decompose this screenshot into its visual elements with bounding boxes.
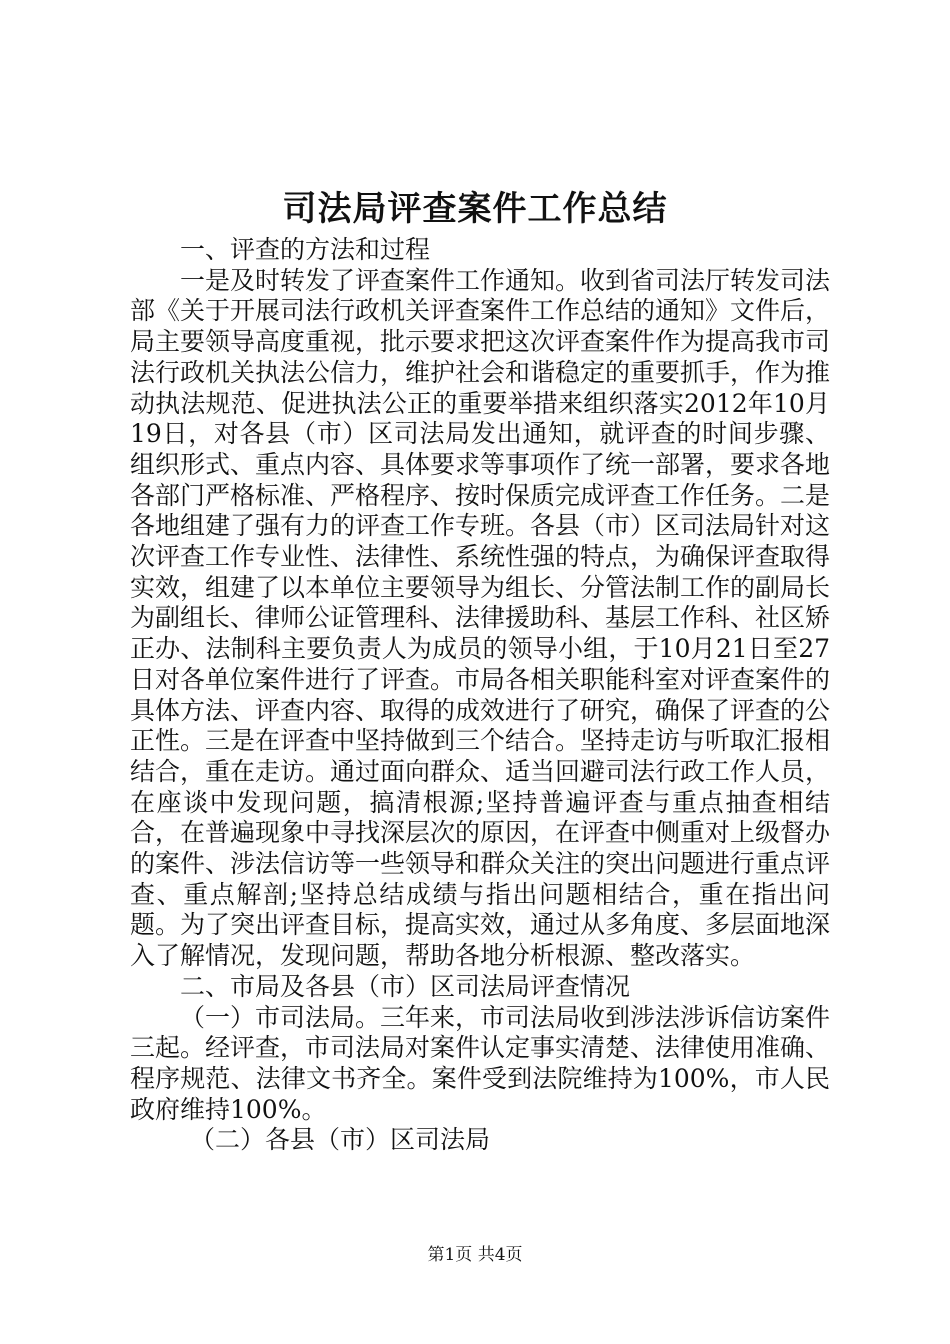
document-title: 司法局评查案件工作总结: [282, 189, 668, 229]
body-paragraph-2: （一）市司法局。三年来，市司法局收到涉法涉诉信访案件三起。经评查，市司法局对案件认定事实清楚、法律使用准确、程序规范、法律文书齐全。案件受到法院维持为100%，市人民政府维持100%。: [130, 1002, 831, 1124]
section-heading-1: 一、评查的方法和过程: [180, 235, 431, 264]
body-paragraph-1: 一是及时转发了评查案件工作通知。收到省司法厅转发司法部《关于开展司法行政机关评查案件工作总结的通知》文件后，局主要领导高度重视，批示要求把这次评查案件作为提高我市司法行政机关执法公信力，维护社会和谐稳定的重要抓手，作为推动执法规范、促进执法公正的重要举措来组织落实2012年10月19日，对各县（市）区司法局发出通知，就评查的时间步骤、组织形式、重点内容、具体要求等事项作了统一部署，要求各地各部门严格标准、严格程序、按时保质完成评查工作任务。二是各地组建了强有力的评查工作专班。各县（市）区司法局针对这次评查工作专业性、法律性、系统性强的特点，为确保评查取得实效，组建了以本单位主要领导为组长、分管法制工作的副局长为副组长、律师公证管理科、法律援助科、基层工作科、社区矫正办、法制科主要负责人为成员的领导小组，于10月21日至27日对各单位案件进行了评查。市局各相关职能科室对评查案件的具体方法、评查内容、取得的成效进行了研究，确保了评查的公正性。三是在评查中坚持做到三个结合。坚持走访与听取汇报相结合，重在走访。通过面向群众、适当回避司法行政工作人员，在座谈中发现问题，搞清根源;坚持普遍评查与重点抽查相结合，在普遍现象中寻找深层次的原因，在评查中侧重对上级督办的案件、涉法信访等一些领导和群众关注的突出问题进行重点评查、重点解剖;坚持总结成绩与指出问题相结合，重在指出问题。为了突出评查目标，提高实效，通过从多角度、多层面地深入了解情况，发现问题，帮助各地分析根源、整改落实。: [130, 265, 831, 971]
section-heading-2: 二、市局及各县（市）区司法局评查情况: [180, 971, 631, 1001]
document-body: [130, 235, 830, 1156]
subsection-heading: （二）各县（市）区司法局: [190, 1125, 491, 1155]
page-number-footer: 第1页 共4页: [427, 1245, 523, 1265]
